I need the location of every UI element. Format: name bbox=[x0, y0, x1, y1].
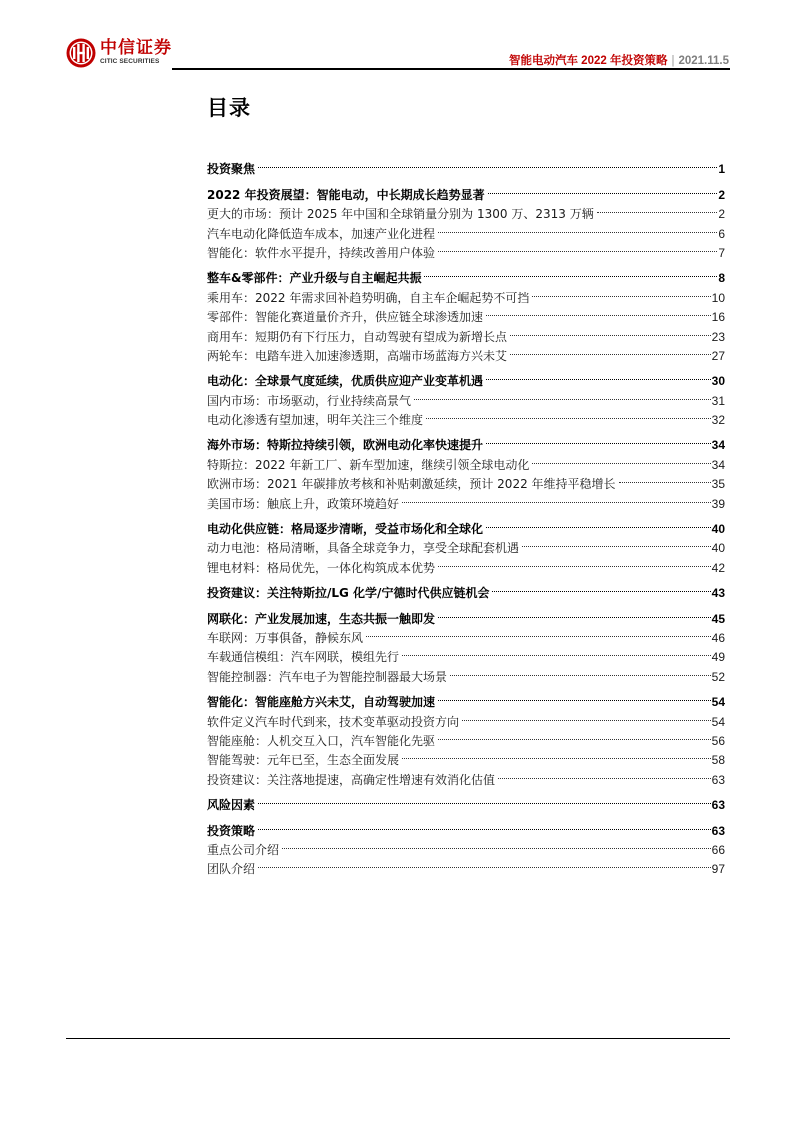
toc-page-number: 52 bbox=[711, 669, 725, 684]
toc-entry-label: 海外市场：特斯拉持续引领，欧洲电动化率快速提升 bbox=[207, 438, 484, 453]
dot-leader bbox=[400, 642, 711, 661]
toc-page-number: 27 bbox=[711, 348, 725, 363]
toc-group bbox=[207, 179, 725, 260]
toc-group bbox=[207, 430, 725, 511]
toc-page-number: 8 bbox=[718, 271, 725, 286]
toc-entry-label: 电动化渗透有望加速，明年关注三个维度 bbox=[207, 413, 424, 428]
toc-entry-label: 美国市场：触底上升，政策环境趋好 bbox=[207, 496, 400, 511]
toc-entry-label: 特斯拉：2022 年新工厂、新车型加速，继续引领全球电动化 bbox=[207, 457, 530, 472]
toc-section-heading[interactable] bbox=[207, 603, 725, 626]
toc-group bbox=[207, 263, 725, 363]
dot-leader bbox=[422, 263, 717, 282]
footer-divider bbox=[66, 1038, 730, 1039]
toc-page-number: 30 bbox=[711, 374, 725, 389]
toc-entry-label: 软件定义汽车时代到来，技术变革驱动投资方向 bbox=[207, 714, 460, 729]
dot-leader bbox=[436, 603, 711, 622]
toc-entry-label: 零部件：智能化赛道量价齐升，供应链全球渗透加速 bbox=[207, 310, 484, 325]
toc-page-number: 39 bbox=[711, 496, 725, 511]
toc-page-number: 34 bbox=[711, 457, 725, 472]
toc-entry-label: 乘用车：2022 年需求回补趋势明确，自主车企崛起势不可挡 bbox=[207, 290, 530, 305]
toc-page-number: 2 bbox=[718, 187, 725, 202]
dot-leader bbox=[484, 366, 711, 385]
toc-entry-label: 投资策略 bbox=[207, 823, 256, 838]
toc-page-number: 7 bbox=[718, 245, 725, 260]
dot-leader bbox=[460, 706, 711, 725]
toc-page-number: 54 bbox=[711, 714, 725, 729]
toc-section-heading[interactable] bbox=[207, 578, 725, 601]
dot-leader bbox=[436, 726, 711, 745]
dot-leader bbox=[400, 745, 711, 764]
dot-leader bbox=[530, 282, 710, 301]
toc-entry-label: 投资聚焦 bbox=[207, 162, 256, 177]
toc-section-heading[interactable] bbox=[207, 430, 725, 453]
toc-entry-label: 风险因素 bbox=[207, 798, 256, 813]
toc-entry-label: 欧洲市场：2021 年碳排放考核和补贴刺激延续，预计 2022 年维持平稳增长 bbox=[207, 477, 616, 492]
dot-leader bbox=[595, 199, 718, 218]
toc-entry-label: 智能控制器：汽车电子为智能控制器最大场景 bbox=[207, 669, 448, 684]
toc-page-number: 10 bbox=[711, 290, 725, 305]
toc-entry-label: 智能化：软件水平提升，持续改善用户体验 bbox=[207, 245, 436, 260]
toc-entry-label: 车载通信模组：汽车网联，模组先行 bbox=[207, 650, 400, 665]
dot-leader bbox=[484, 430, 711, 449]
toc-page-number: 56 bbox=[711, 733, 725, 748]
dot-leader bbox=[520, 533, 711, 552]
toc-page-number: 42 bbox=[711, 560, 725, 575]
toc-section-heading[interactable] bbox=[207, 815, 725, 838]
toc-page-number: 66 bbox=[711, 842, 725, 857]
dot-leader bbox=[424, 405, 711, 424]
toc-group bbox=[207, 687, 725, 787]
toc-page-number: 63 bbox=[711, 823, 725, 838]
report-name: 智能电动汽车 2022 年投资策略 bbox=[508, 55, 668, 67]
toc-entry-label: 两轮车：电踏车进入加速渗透期，高端市场蓝海方兴未艾 bbox=[207, 348, 508, 363]
toc-group bbox=[207, 790, 725, 813]
dot-leader bbox=[484, 302, 711, 321]
toc-section-heading[interactable] bbox=[207, 154, 725, 177]
toc-page-number: 34 bbox=[711, 438, 725, 453]
toc-section-heading[interactable] bbox=[207, 263, 725, 286]
toc-title: 目录 bbox=[207, 96, 251, 120]
toc-section-heading[interactable] bbox=[207, 790, 725, 813]
title-separator: | bbox=[671, 55, 675, 67]
dot-leader bbox=[436, 238, 717, 257]
toc-entry-label: 智能驾驶：元年已至，生态全面发展 bbox=[207, 753, 400, 768]
toc-page-number: 46 bbox=[711, 630, 725, 645]
dot-leader bbox=[280, 835, 711, 854]
report-date: 2021.11.5 bbox=[678, 55, 729, 67]
dot-leader bbox=[436, 687, 711, 706]
toc-entry-label: 整车&零部件：产业升级与自主崛起共振 bbox=[207, 271, 422, 286]
toc-section-heading[interactable] bbox=[207, 514, 725, 537]
page-header bbox=[0, 0, 793, 80]
dot-leader bbox=[448, 661, 711, 680]
dot-leader bbox=[436, 218, 717, 237]
toc-entry-label: 动力电池：格局清晰，具备全球竞争力，享受全球配套机遇 bbox=[207, 541, 520, 556]
toc-page-number: 35 bbox=[711, 477, 725, 492]
toc-group bbox=[207, 154, 725, 177]
toc-page-number: 23 bbox=[711, 329, 725, 344]
toc-group bbox=[207, 578, 725, 601]
toc-group bbox=[207, 366, 725, 428]
header-divider bbox=[172, 68, 730, 70]
toc-page-number: 32 bbox=[711, 413, 725, 428]
citic-logo-mark-icon bbox=[66, 38, 96, 68]
toc-page-number: 54 bbox=[711, 695, 725, 710]
toc-page-number: 6 bbox=[718, 226, 725, 241]
toc-entry-label: 汽车电动化降低造车成本，加速产业化进程 bbox=[207, 226, 436, 241]
dot-leader bbox=[486, 179, 718, 198]
toc-page-number: 16 bbox=[711, 310, 725, 325]
dot-leader bbox=[256, 790, 711, 809]
toc-page-number: 45 bbox=[711, 611, 725, 626]
toc-page-number: 63 bbox=[711, 772, 725, 787]
dot-leader bbox=[364, 623, 711, 642]
toc-entry-label: 电动化供应链：格局逐步清晰，受益市场化和全球化 bbox=[207, 522, 484, 537]
toc-entry-label: 电动化：全球景气度延续，优质供应迎产业变革机遇 bbox=[207, 374, 484, 389]
dot-leader bbox=[508, 341, 711, 360]
toc-section-heading[interactable] bbox=[207, 687, 725, 710]
toc-page-number: 31 bbox=[711, 393, 725, 408]
dot-leader bbox=[617, 469, 711, 488]
dot-leader bbox=[436, 552, 711, 571]
toc-section-heading[interactable] bbox=[207, 366, 725, 389]
toc-group bbox=[207, 815, 725, 877]
dot-leader bbox=[256, 854, 711, 873]
toc-entry-label: 锂电材料：格局优先，一体化构筑成本优势 bbox=[207, 560, 436, 575]
toc-entry-label: 重点公司介绍 bbox=[207, 842, 280, 857]
toc-entry-label: 国内市场：市场驱动，行业持续高景气 bbox=[207, 393, 412, 408]
citic-logo bbox=[66, 38, 172, 68]
toc-page-number: 43 bbox=[711, 586, 725, 601]
toc-section-heading[interactable] bbox=[207, 179, 725, 202]
toc-entry-label: 车联网：万事俱备，静候东风 bbox=[207, 630, 364, 645]
toc-subsection-entry[interactable] bbox=[207, 835, 725, 857]
toc-subsection-entry[interactable] bbox=[207, 854, 725, 877]
toc-entry-label: 更大的市场：预计 2025 年中国和全球销量分别为 1300 万、2313 万辆 bbox=[207, 207, 594, 222]
toc-page-number: 97 bbox=[711, 862, 725, 877]
dot-leader bbox=[256, 815, 711, 834]
toc-page-number: 58 bbox=[711, 753, 725, 768]
toc-entry-label: 投资建议：关注落地提速，高确定性增速有效消化估值 bbox=[207, 772, 496, 787]
dot-leader bbox=[508, 321, 711, 340]
table-of-contents bbox=[207, 154, 725, 879]
toc-group bbox=[207, 603, 725, 684]
toc-entry-label: 智能座舱：人机交互入口，汽车智能化先驱 bbox=[207, 733, 436, 748]
toc-page-number: 1 bbox=[718, 162, 725, 177]
toc-page-number: 40 bbox=[711, 541, 725, 556]
dot-leader bbox=[400, 488, 711, 507]
toc-group bbox=[207, 514, 725, 575]
dot-leader bbox=[412, 385, 711, 404]
toc-page-number: 40 bbox=[711, 522, 725, 537]
toc-entry-label: 网联化：产业发展加速，生态共振一触即发 bbox=[207, 611, 436, 626]
dot-leader bbox=[256, 154, 717, 173]
logo-english-name: CITIC SECURITIES bbox=[100, 58, 160, 66]
toc-page-number: 2 bbox=[718, 207, 725, 222]
logo-chinese-name: 中信证券 bbox=[100, 38, 172, 59]
toc-page-number: 49 bbox=[711, 650, 725, 665]
toc-entry-label: 智能化：智能座舱方兴未艾，自动驾驶加速 bbox=[207, 695, 436, 710]
toc-entry-label: 团队介绍 bbox=[207, 862, 256, 877]
toc-entry-label: 投资建议：关注特斯拉/LG 化学/宁德时代供应链机会 bbox=[207, 586, 490, 601]
dot-leader bbox=[484, 514, 711, 533]
toc-page-number: 63 bbox=[711, 798, 725, 813]
toc-entry-label: 2022 年投资展望：智能电动，中长期成长趋势显著 bbox=[207, 187, 485, 202]
report-title bbox=[509, 52, 729, 68]
dot-leader bbox=[490, 578, 710, 597]
dot-leader bbox=[530, 449, 710, 468]
dot-leader bbox=[496, 764, 711, 783]
toc-entry-label: 商用车：短期仍有下行压力，自动驾驶有望成为新增长点 bbox=[207, 329, 508, 344]
